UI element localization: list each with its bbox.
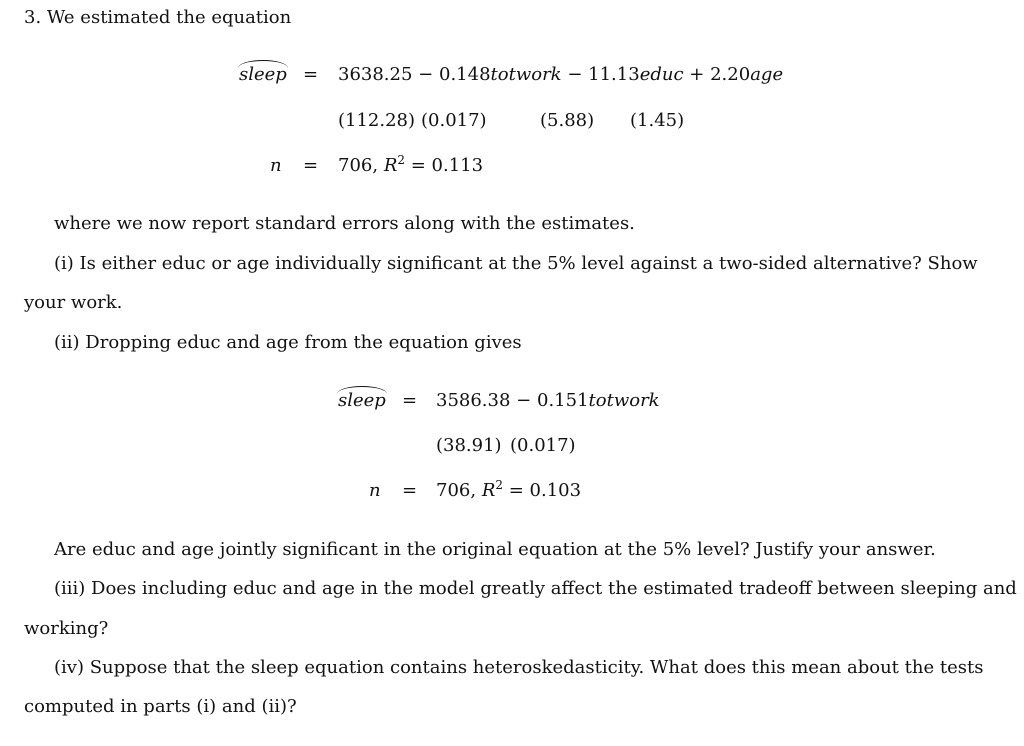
- part-i-line2: your work.: [24, 292, 123, 313]
- eq1-rhs: [338, 63, 783, 87]
- eq1-var-educ: educ: [639, 64, 684, 85]
- part-iv-line1: (iv) Suppose that the sleep equation contains heteroskedasticity. What does this mean about the tests: [54, 657, 984, 678]
- eq1-const: 3638.25: [338, 64, 413, 85]
- eq1-se-age: (1.45): [630, 110, 685, 131]
- part-iii-line2: working?: [24, 618, 109, 639]
- eq2-var-totwork: totwork: [588, 390, 660, 411]
- part-iii-line1: (iii) Does including educ and age in the model greatly affect the estimated tradeoff between sleeping and: [54, 578, 1017, 599]
- question-heading: 3. We estimated the equation: [24, 7, 292, 28]
- eq2-r2-label: R: [481, 480, 496, 501]
- eq1-equals: =: [303, 64, 319, 85]
- eq2-equals: =: [402, 390, 418, 411]
- eq2-r2-value: = 0.103: [508, 480, 582, 501]
- eq1-se-educ: (5.88): [540, 110, 595, 131]
- eq1-n-value: 706,: [338, 155, 379, 176]
- eq2-n-equals: =: [402, 480, 418, 501]
- part-i-line1: (i) Is either educ or age individually significant at the 5% level against a two-sided alternative? Show: [54, 253, 978, 274]
- eq2-se-const: (38.91): [436, 435, 502, 456]
- eq2-n-value: 706,: [436, 480, 477, 501]
- eq1-coef-educ: 11.13: [588, 64, 640, 85]
- eq1-var-totwork: totwork: [490, 64, 562, 85]
- eq1-minus2: −: [567, 64, 583, 85]
- eq2-se-totwork: (0.017): [510, 435, 576, 456]
- eq1-coef-totwork: 0.148: [439, 64, 491, 85]
- part-ii-intro: (ii) Dropping educ and age from the equation gives: [54, 332, 522, 353]
- eq2-lhs: sleep: [338, 390, 386, 411]
- eq2-rhs: [436, 389, 660, 413]
- eq1-r2-label: R: [383, 155, 398, 176]
- part-iv-line2: computed in parts (i) and (ii)?: [24, 696, 297, 717]
- eq1-coef-age: 2.20: [710, 64, 751, 85]
- eq2-n-label: n: [369, 480, 381, 501]
- eq1-se-const: (112.28): [338, 110, 416, 131]
- eq2-minus1: −: [516, 390, 532, 411]
- eq1-n-label: n: [270, 155, 282, 176]
- eq2-n-stats: [436, 479, 581, 503]
- part-ii-question: Are educ and age jointly significant in the original equation at the 5% level? Justify your answer.: [54, 539, 936, 560]
- eq1-plus: +: [689, 64, 705, 85]
- eq2-const: 3586.38: [436, 390, 511, 411]
- eq1-var-age: age: [750, 64, 784, 85]
- eq1-n-stats: [338, 154, 483, 178]
- eq2-coef-totwork: 0.151: [537, 390, 589, 411]
- eq1-r2-exp: 2: [397, 153, 406, 167]
- eq1-se-totwork: (0.017): [421, 110, 487, 131]
- eq2-r2-exp: 2: [495, 478, 504, 492]
- eq1-lhs: sleep: [239, 64, 287, 85]
- line-report: where we now report standard errors along with the estimates.: [54, 213, 635, 234]
- eq1-r2-value: = 0.113: [410, 155, 484, 176]
- eq1-minus1: −: [418, 64, 434, 85]
- eq1-n-equals: =: [303, 155, 319, 176]
